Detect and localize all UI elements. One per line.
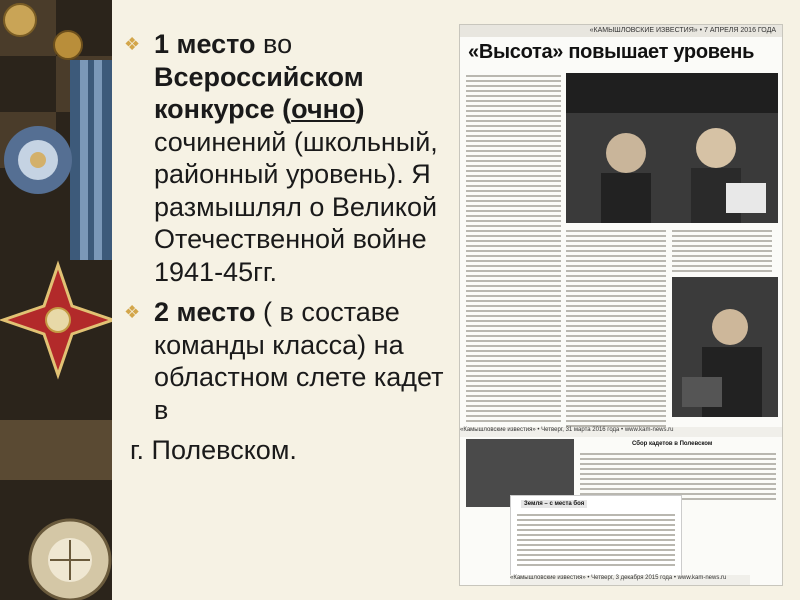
text-column — [566, 230, 666, 430]
article2-footer: «Камышловские известия» • Четверг, 31 марта 2016 года • www.kam-news.ru — [460, 427, 782, 437]
diamond-bullet-icon: ❖ — [124, 34, 141, 54]
article3-footer: «Камышловские известия» • Четверг, 3 декабря 2015 года • www.kam-news.ru — [510, 575, 750, 585]
bullet-second-place — [118, 296, 448, 426]
decorative-medals-strip — [0, 0, 112, 600]
newspaper-header: «КАМЫШЛОВСКИЕ ИЗВЕСТИЯ» • 7 АПРЕЛЯ 2016 ГОДА — [460, 25, 782, 37]
diamond-bullet-icon: ❖ — [124, 302, 141, 322]
text-column — [517, 514, 675, 569]
text-column — [466, 75, 561, 425]
location-tail: г. Полевском. — [130, 435, 297, 465]
photo-girl — [672, 277, 778, 417]
article3 — [510, 495, 682, 577]
contest-name: Всероссийском конкурсе — [154, 61, 364, 124]
paren-open: ( — [274, 94, 292, 124]
bullet1-connector: во — [255, 29, 293, 59]
text-column — [672, 230, 772, 275]
first-place-label: 1 место — [154, 29, 256, 59]
newspaper-clipping — [460, 25, 782, 585]
article3-headline: Земля – с места боя — [521, 500, 587, 508]
article2-headline: Сбор кадетов в Полевском — [632, 441, 713, 447]
article-title: «Высота» повышает уровень — [468, 41, 755, 63]
slide-text — [118, 28, 448, 494]
bullet2-body: ( в составе команды класса) на областном слете кадет в — [154, 297, 444, 425]
ochno-underlined: очно — [291, 94, 356, 124]
bullet1-body: сочинений (школьный, районный уровень). Я размышлял о Великой Отечественной войне 1941-45гг. — [154, 126, 438, 287]
second-place-label: 2 место — [154, 297, 256, 327]
medals-illustration — [0, 0, 112, 600]
bullet-first-place — [118, 28, 448, 288]
photo-students — [566, 73, 778, 223]
paren-close: ) — [355, 94, 365, 124]
